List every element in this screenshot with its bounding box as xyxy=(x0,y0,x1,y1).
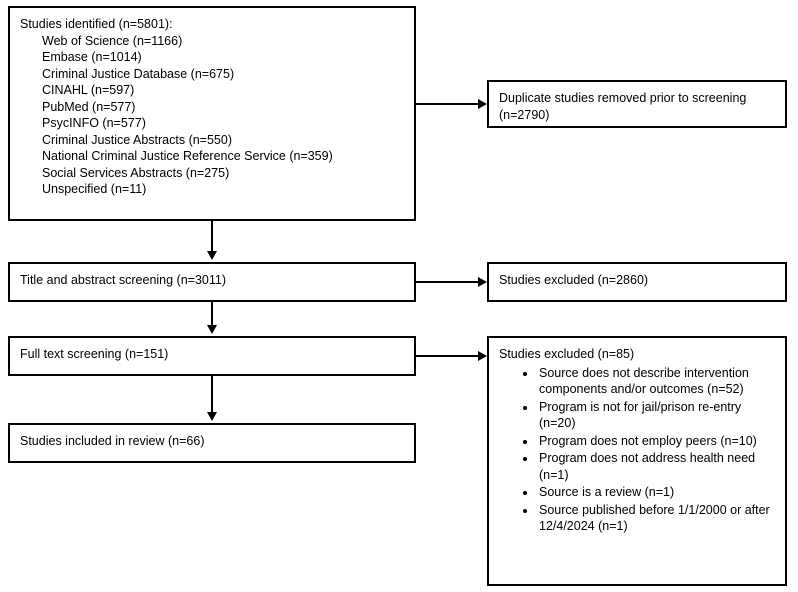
studies-identified-source-list xyxy=(20,33,404,198)
source-item: PubMed (n=577) xyxy=(42,99,136,114)
exclusion-reason: • Program does not address health need (n=1) xyxy=(537,450,775,483)
source-item: Criminal Justice Abstracts (n=550) xyxy=(42,132,233,147)
excluded-full-text-reason-list xyxy=(499,365,775,535)
studies-identified-box xyxy=(8,6,416,221)
excluded-title-abstract-box xyxy=(487,262,787,302)
title-abstract-screening-title: Title and abstract screening (n=3011) xyxy=(20,273,227,287)
arrow-fulltext-to-included xyxy=(207,412,217,421)
source-item: PsycINFO (n=577) xyxy=(42,116,146,130)
studies-identified-title: Studies identified (n=5801): xyxy=(20,17,173,31)
connector-screening-to-fulltext xyxy=(211,302,213,325)
excluded-full-text-title: Studies excluded (n=85) xyxy=(499,347,635,361)
source-item: Web of Science (n=1166) xyxy=(42,33,183,48)
source-item: National Criminal Justice Reference Service (n=359) xyxy=(42,149,333,163)
exclusion-reason: • Source published before 1/1/2000 or after 12/4/2024 (n=1) xyxy=(537,502,775,535)
excluded-title-abstract-title: Studies excluded (n=2860) xyxy=(499,273,649,287)
arrow-fulltext-to-excluded xyxy=(478,351,487,361)
source-item: Social Services Abstracts (n=275) xyxy=(42,165,230,180)
arrow-identified-to-duplicates xyxy=(478,99,487,109)
studies-included-box xyxy=(8,423,416,463)
exclusion-reason: • Source is a review (n=1) xyxy=(537,484,775,501)
source-item: Unspecified (n=11) xyxy=(42,182,147,196)
full-text-screening-title: Full text screening (n=151) xyxy=(20,347,169,361)
connector-identified-to-screening xyxy=(211,221,213,251)
arrow-screening-to-fulltext xyxy=(207,325,217,334)
connector-screening-to-excluded-horizontal xyxy=(416,281,478,283)
excluded-full-text-box xyxy=(487,336,787,586)
title-abstract-screening-box xyxy=(8,262,416,302)
connector-fulltext-to-excluded-horizontal xyxy=(416,355,478,357)
source-item: Criminal Justice Database (n=675) xyxy=(42,66,235,81)
source-item: Embase (n=1014) xyxy=(42,50,142,64)
full-text-screening-box xyxy=(8,336,416,376)
duplicates-removed-box xyxy=(487,80,787,128)
exclusion-reason: • Program is not for jail/prison re-entry (n=20) xyxy=(537,399,775,432)
duplicates-removed-line1: Duplicate studies removed prior to screening xyxy=(499,91,747,105)
connector-identified-to-duplicates-horizontal xyxy=(416,103,478,105)
duplicates-removed-line2: (n=2790) xyxy=(499,107,550,122)
exclusion-reason: • Source does not describe intervention components and/or outcomes (n=52) xyxy=(537,365,775,398)
connector-fulltext-to-included xyxy=(211,376,213,412)
source-item: CINAHL (n=597) xyxy=(42,83,135,97)
arrow-screening-to-excluded xyxy=(478,277,487,287)
exclusion-reason: • Program does not employ peers (n=10) xyxy=(537,433,775,450)
arrow-identified-to-screening xyxy=(207,251,217,260)
studies-included-title: Studies included in review (n=66) xyxy=(20,434,205,448)
